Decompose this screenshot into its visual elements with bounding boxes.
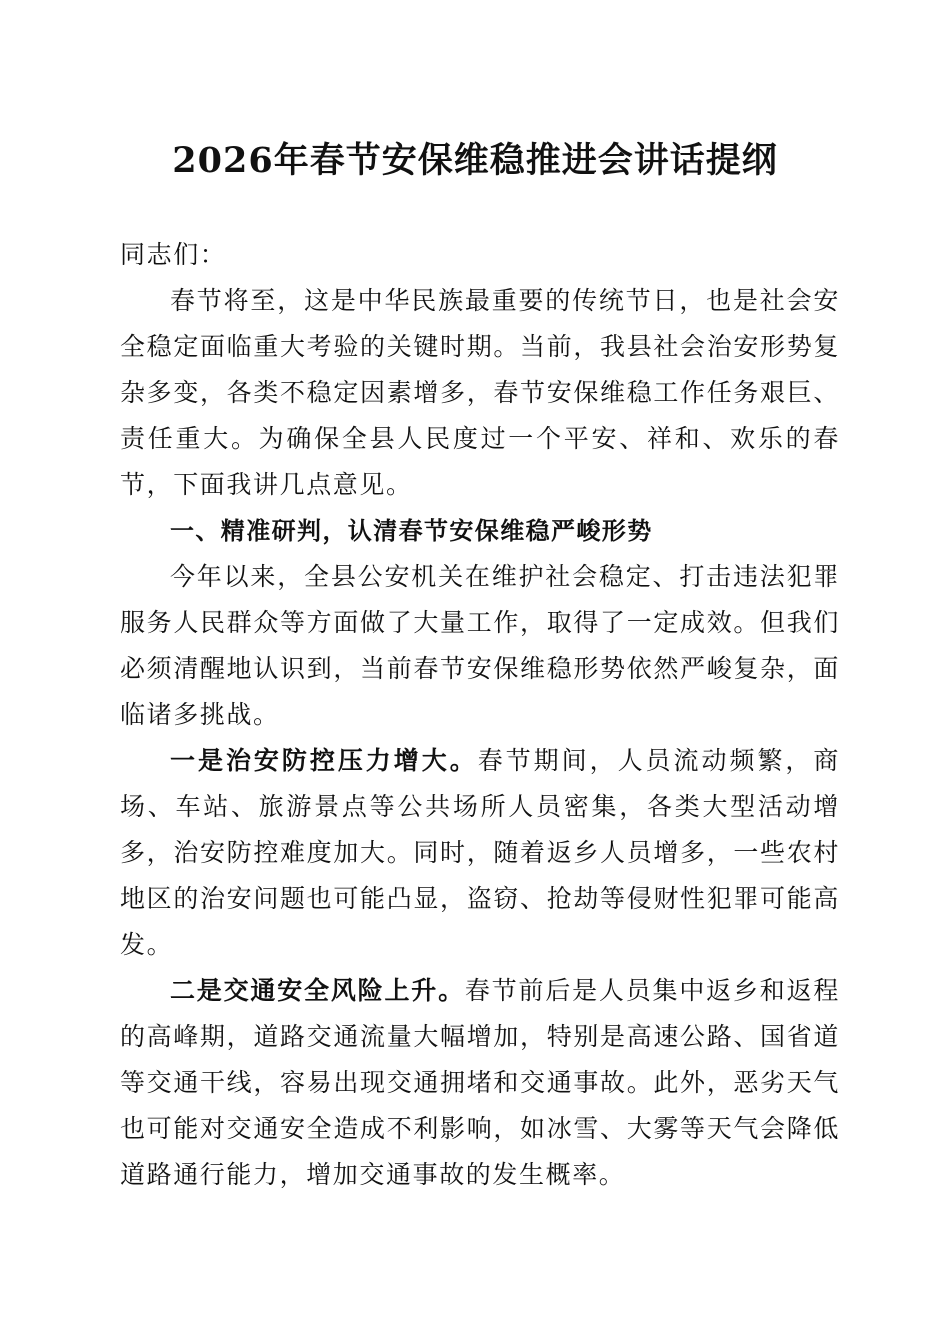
section-1-heading: 一、精准研判，认清春节安保维稳严峻形势 <box>170 517 653 545</box>
document-body <box>120 232 840 1198</box>
point-1-text: 春节期间，人员流动频繁，商场、车站、旅游景点等公共场所人员密集，各类大型活动增多，治安防控难度加大。同时，随着返乡人员增多，一些农村地区的治安问题也可能凸显，盗窃、抢劫等侵财性犯罪可能高发。 <box>120 746 840 959</box>
point-2-lead: 二是交通安全风险上升。 <box>170 976 465 1005</box>
section-1-paragraph: 今年以来，全县公安机关在维护社会稳定、打击违法犯罪服务人民群众等方面做了大量工作，取得了一定成效。但我们必须清醒地认识到，当前春节安保维稳形势依然严峻复杂，面临诸多挑战。 <box>120 562 840 729</box>
point-2-paragraph <box>120 968 840 1198</box>
salutation: 同志们： <box>120 240 227 269</box>
document-title: 2026年春节安保维稳推进会讲话提纲 <box>172 140 778 181</box>
point-1-lead: 一是治安防控压力增大。 <box>170 746 478 775</box>
point-1-paragraph <box>120 738 840 968</box>
intro-paragraph: 春节将至，这是中华民族最重要的传统节日，也是社会安全稳定面临重大考验的关键时期。当前，我县社会治安形势复杂多变，各类不稳定因素增多，春节安保维稳工作任务艰巨、责任重大。为确保全县人民度过一个平安、祥和、欢乐的春节，下面我讲几点意见。 <box>120 286 840 499</box>
point-2-text: 春节前后是人员集中返乡和返程的高峰期，道路交通流量大幅增加，特别是高速公路、国省道等交通干线，容易出现交通拥堵和交通事故。此外，恶劣天气也可能对交通安全造成不利影响，如冰雪、大雾等天气会降低道路通行能力，增加交通事故的发生概率。 <box>120 976 840 1189</box>
